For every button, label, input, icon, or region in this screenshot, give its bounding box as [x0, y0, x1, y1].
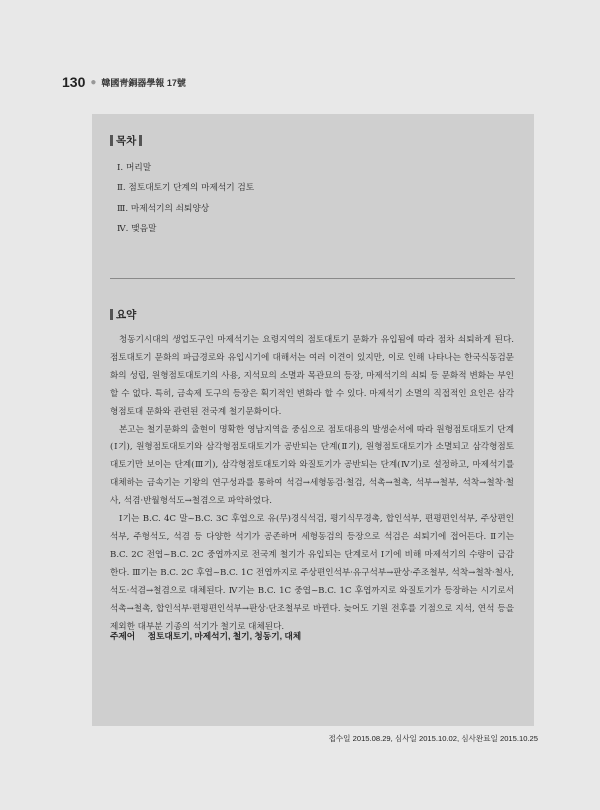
heading-bar-icon	[139, 135, 142, 146]
toc-item: Ⅱ. 점토대토기 단계의 마제석기 검토	[117, 183, 255, 194]
keywords	[110, 630, 301, 642]
toc-item: Ⅳ. 맺음말	[117, 223, 157, 234]
toc-heading	[110, 133, 142, 148]
abstract-heading	[110, 307, 136, 322]
journal-title: 韓國靑銅器學報 17號	[101, 77, 186, 88]
keywords-label: 주제어	[110, 631, 136, 641]
toc-list	[117, 158, 254, 239]
toc-item: Ⅲ. 마제석기의 쇠퇴양상	[117, 203, 210, 214]
keywords-value: 점토대토기, 마제석기, 철기, 청동기, 대체	[147, 631, 302, 641]
heading-bar-icon	[110, 309, 113, 320]
toc-item: Ⅰ. 머리말	[117, 163, 152, 173]
bullet-dot-icon: ●	[90, 76, 97, 88]
page-number: 130	[62, 74, 86, 90]
abstract-body	[110, 332, 514, 636]
abstract-paragraph: 본고는 철기문화의 출현이 명확한 영남지역을 중심으로 점토대용의 발생순서에 따라 원형점토대토기 단계(Ⅰ기), 원형점토대토기와 삼각형점토대토기가 공반되는 단계(Ⅱ기), 원형점토대토기가 소멸되고 삼각형점토대토기만 보이는 단계(Ⅲ기), 삼각형점토대토기와 와질토기가 공반되는 단계(Ⅳ기)로 설정하고, 마제석기를 대체하는 금속기는 기왕의 연구성과를 통하여 석검→세형동검·철검, 석촉→철촉, 석부→철부, 석착→철착·철사, 석겸·반월형석도→철겸으로 파악하였다.	[110, 424, 514, 507]
abstract-title: 요약	[116, 309, 137, 321]
section-divider	[110, 278, 515, 279]
submission-dates: 접수일 2015.08.29, 심사일 2015.10.02, 심사완료일 2015.10.25	[328, 734, 538, 743]
abstract-paragraph: Ⅰ기는 B.C. 4C 말~B.C. 3C 후엽으로 유(무)경식석검, 평기식무경촉, 합인석부, 편평편인석부, 주상편인석부, 주형석도, 석겸 등 다양한 석기가 공존하며 세형동검의 등장으로 석검은 쇠퇴기에 접어든다. Ⅱ기는 B.C. 2C 전엽~B.C. 2C 중엽까지로 전국계 철기가 유입되는 단계로서 Ⅰ기에 비해 마제석기의 수량이 급감한다. Ⅲ기는 B.C. 2C 후엽~B.C. 1C 전엽까지로 주상편인석부·유구석부→판상·주조철부, 석착→철착·철사, 석도·석겸→철겸으로 대체된다. Ⅳ기는 B.C. 1C 중엽~B.C. 1C 후엽까지로 와질토기가 등장하는 시기로서 석촉→철촉, 합인석부·편평편인석부→판상·단조철부로 바뀐다. 늦어도 기원 전후를 기점으로 지석, 연석 등을 제외한 대부분 기종의 석기가 철기로 대체된다.	[110, 514, 514, 632]
running-header	[62, 74, 186, 90]
heading-bar-icon	[110, 135, 113, 146]
toc-title: 목차	[116, 135, 137, 147]
abstract-paragraph: 청동기시대의 생업도구인 마제석기는 요령지역의 점토대토기 문화가 유입됨에 따라 점차 쇠퇴하게 된다. 점토대토기 문화의 파급경로와 유입시기에 대해서는 여러 이견이 있지만, 이로 인해 나타나는 한국식동검문화의 성립, 원형점토대토기의 사용, 지석묘의 소멸과 목관묘의 등장, 마제석기의 쇠퇴 등 문화적 변화는 부인할 수 없다. 특히, 금속제 도구의 등장은 획기적인 변화라 할 수 있다. 마제석기 소멸의 직접적인 요인은 삼각형점토대 문화와 관련된 전국계 철기문화이다.	[110, 335, 514, 417]
